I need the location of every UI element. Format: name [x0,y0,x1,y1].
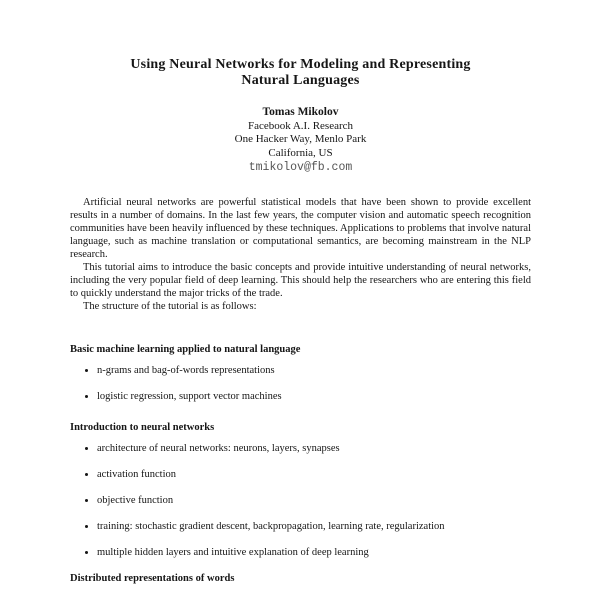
abstract-paragraph-2: This tutorial aims to introduce the basic concepts and provide intuitive understanding of neural networks, including the very popular field of deep learning. This should help the researchers who are entering this field to quickly understand the major tricks of the trade. [70,261,531,299]
bullet-item: • architecture of neural networks: neurons, layers, synapses [97,442,531,455]
outline-section-intro-neural-networks [70,421,531,559]
author-email: tmikolov@fb.com [248,161,353,174]
bullet-item: • objective function [97,494,531,507]
outline-section-basic-machine-learning [70,343,531,403]
bullet-item: • activation function [97,468,531,481]
bullet-item: • training: stochastic gradient descent, backpropagation, learning rate, regularization [97,520,531,533]
paper-title-line1: Using Neural Networks for Modeling and Representing [130,57,471,72]
section-heading: Basic machine learning applied to natural language [70,343,301,355]
bullet-item: • logistic regression, support vector machines [97,390,531,403]
author-address-line1: One Hacker Way, Menlo Park [234,133,367,145]
outline-section-distributed-representations [70,572,531,585]
section-heading: Introduction to neural networks [70,421,215,433]
author-block [70,106,531,175]
author-name: Tomas Mikolov [262,106,339,118]
author-address-line2: California, US [268,146,333,159]
abstract-paragraph-1: Artificial neural networks are powerful statistical models that have been shown to provide excellent results in a number of domains. In the last few years, the computer vision and automatic speech recognition communities have been heavily influenced by these techniques. Applications to problems that involve natural language, such as machine translation or computational semantics, are becoming mainstream in the NLP research. [70,196,531,260]
abstract [70,196,531,313]
author-affiliation: Facebook A.I. Research [247,119,354,132]
bullet-item: • multiple hidden layers and intuitive explanation of deep learning [97,546,531,559]
section-heading-clipped: Distributed representations of words [70,572,235,584]
section-bullet-list [70,364,531,403]
bullet-item: • n-grams and bag-of-words representations [97,364,531,377]
section-bullet-list [70,442,531,559]
abstract-paragraph-3: The structure of the tutorial is as follows: [83,300,257,312]
paper-title [70,57,531,89]
paper-title-line2: Natural Languages [241,73,360,88]
